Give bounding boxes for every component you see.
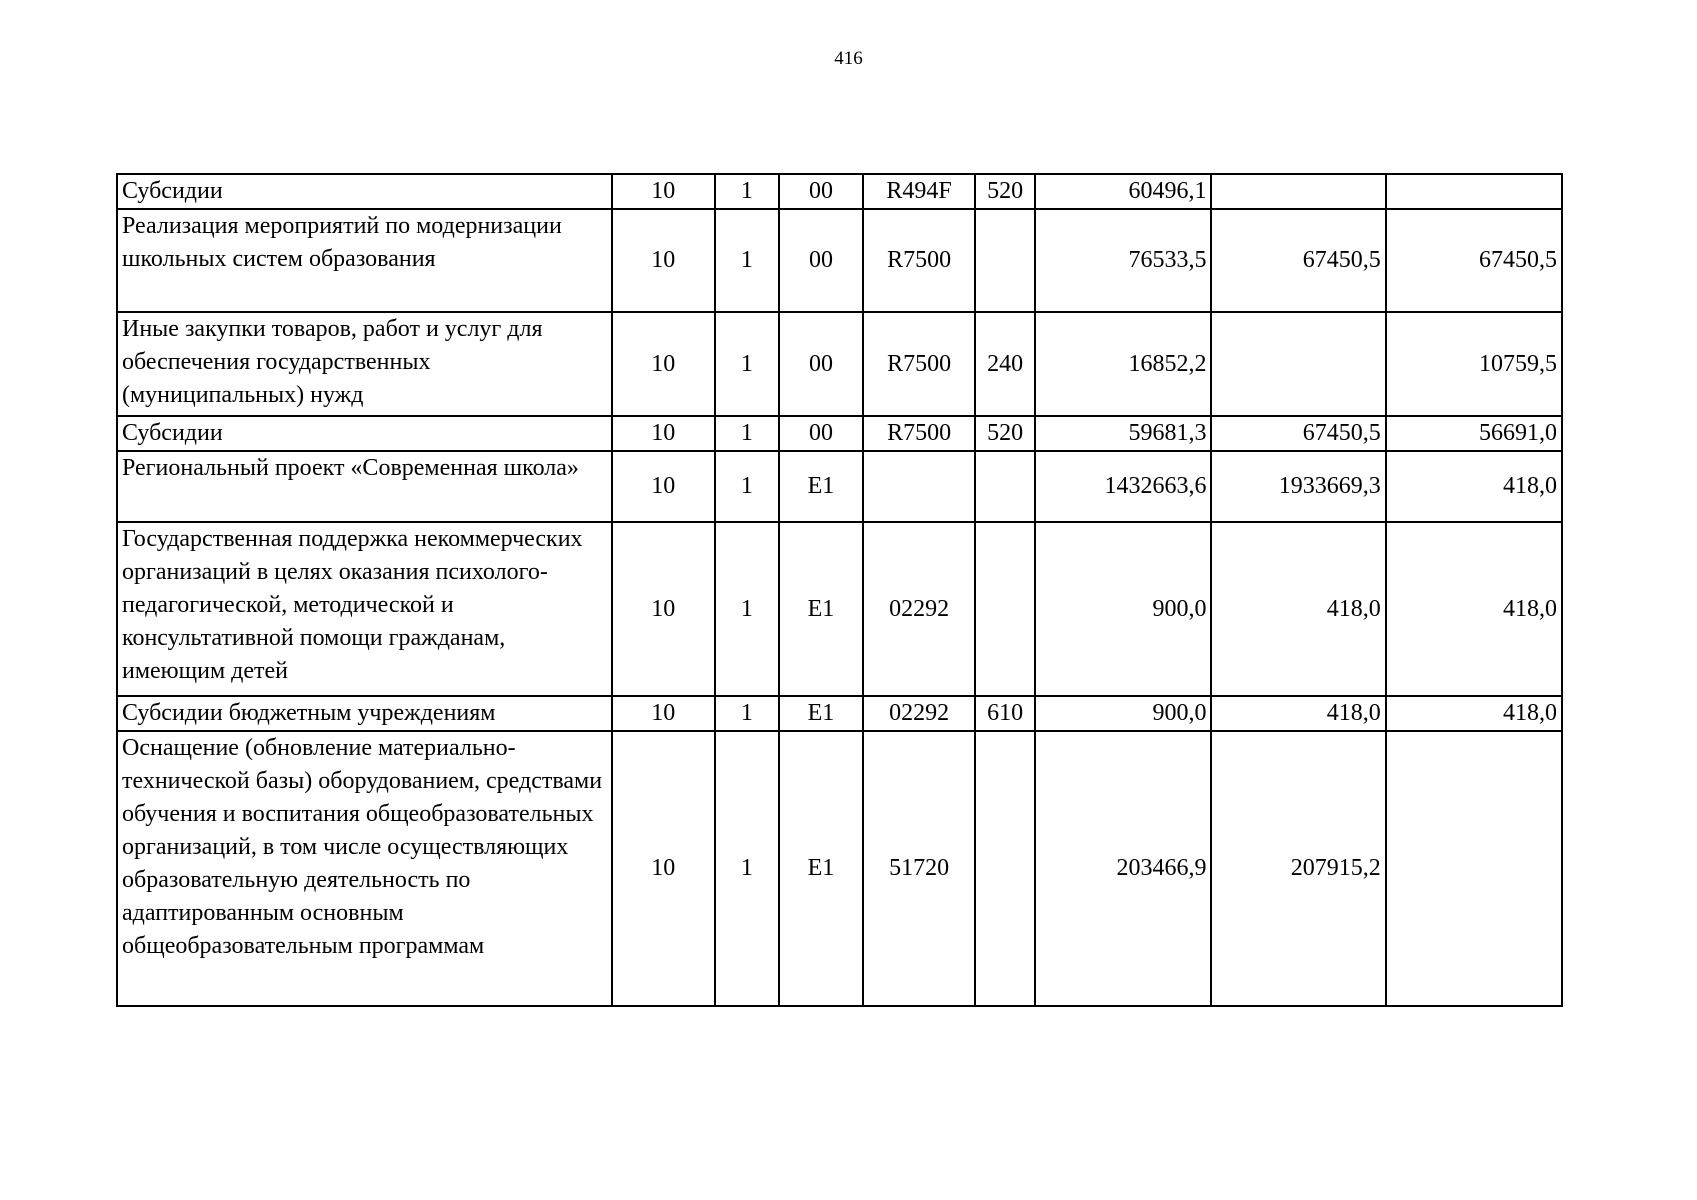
program-code-cell: 00	[779, 312, 863, 416]
amount-cell-2	[1211, 312, 1385, 416]
program-code-cell: E1	[779, 522, 863, 696]
table-row	[117, 416, 1562, 451]
expense-type-code-cell	[975, 731, 1035, 1006]
amount-cell-3: 67450,5	[1386, 209, 1562, 312]
subsection-code-cell: 1	[715, 416, 779, 451]
row-name-cell: Субсидии	[117, 174, 612, 209]
amount-cell-3: 418,0	[1386, 522, 1562, 696]
table-row	[117, 312, 1562, 416]
section-code-cell: 10	[612, 731, 715, 1006]
subsection-code-cell: 1	[715, 696, 779, 731]
expense-type-code-cell: 520	[975, 174, 1035, 209]
amount-cell-2	[1211, 174, 1385, 209]
section-code-cell: 10	[612, 209, 715, 312]
amount-cell-3: 10759,5	[1386, 312, 1562, 416]
expense-type-code-cell: 610	[975, 696, 1035, 731]
table-row	[117, 451, 1562, 522]
section-code-cell: 10	[612, 522, 715, 696]
row-name-cell: Субсидии	[117, 416, 612, 451]
target-item-code-cell: R7500	[863, 209, 975, 312]
amount-cell-1: 60496,1	[1035, 174, 1211, 209]
subsection-code-cell: 1	[715, 522, 779, 696]
subsection-code-cell: 1	[715, 312, 779, 416]
table-row	[117, 209, 1562, 312]
program-code-cell: E1	[779, 731, 863, 1006]
row-name-cell: Оснащение (обновление материально-технической базы) оборудованием, средствами обучения и воспитания общеобразовательных организаций, в том числе осуществляющих образовательную деятельность по адаптированным основным общеобразовательным программам	[117, 731, 612, 1006]
table-row	[117, 174, 1562, 209]
row-name-cell: Реализация мероприятий по модернизации школьных систем образования	[117, 209, 612, 312]
amount-cell-2: 207915,2	[1211, 731, 1385, 1006]
amount-cell-3	[1386, 731, 1562, 1006]
section-code-cell: 10	[612, 696, 715, 731]
section-code-cell: 10	[612, 312, 715, 416]
amount-cell-3	[1386, 174, 1562, 209]
expense-type-code-cell	[975, 209, 1035, 312]
expense-type-code-cell	[975, 451, 1035, 522]
subsection-code-cell: 1	[715, 451, 779, 522]
budget-table	[116, 173, 1563, 1007]
row-name-cell: Региональный проект «Современная школа»	[117, 451, 612, 522]
section-code-cell: 10	[612, 416, 715, 451]
table-row	[117, 696, 1562, 731]
program-code-cell: 00	[779, 174, 863, 209]
amount-cell-2: 418,0	[1211, 696, 1385, 731]
target-item-code-cell: 51720	[863, 731, 975, 1006]
subsection-code-cell: 1	[715, 731, 779, 1006]
expense-type-code-cell: 520	[975, 416, 1035, 451]
program-code-cell: E1	[779, 696, 863, 731]
row-name-cell: Государственная поддержка некоммерческих организаций в целях оказания психолого-педагогической, методической и консультативной помощи гражданам, имеющим детей	[117, 522, 612, 696]
amount-cell-1: 203466,9	[1035, 731, 1211, 1006]
program-code-cell: 00	[779, 209, 863, 312]
page-number: 416	[834, 48, 863, 69]
subsection-code-cell: 1	[715, 174, 779, 209]
amount-cell-2: 418,0	[1211, 522, 1385, 696]
target-item-code-cell	[863, 451, 975, 522]
expense-type-code-cell	[975, 522, 1035, 696]
target-item-code-cell: R7500	[863, 416, 975, 451]
target-item-code-cell: R494F	[863, 174, 975, 209]
section-code-cell: 10	[612, 174, 715, 209]
subsection-code-cell: 1	[715, 209, 779, 312]
amount-cell-1: 900,0	[1035, 696, 1211, 731]
table-row	[117, 522, 1562, 696]
amount-cell-1: 16852,2	[1035, 312, 1211, 416]
program-code-cell: E1	[779, 451, 863, 522]
amount-cell-3: 418,0	[1386, 696, 1562, 731]
amount-cell-1: 1432663,6	[1035, 451, 1211, 522]
amount-cell-1: 59681,3	[1035, 416, 1211, 451]
row-name-cell: Субсидии бюджетным учреждениям	[117, 696, 612, 731]
amount-cell-3: 418,0	[1386, 451, 1562, 522]
target-item-code-cell: 02292	[863, 522, 975, 696]
target-item-code-cell: 02292	[863, 696, 975, 731]
row-name-cell: Иные закупки товаров, работ и услуг для обеспечения государственных (муниципальных) нужд	[117, 312, 612, 416]
amount-cell-2: 67450,5	[1211, 209, 1385, 312]
amount-cell-1: 76533,5	[1035, 209, 1211, 312]
expense-type-code-cell: 240	[975, 312, 1035, 416]
amount-cell-2: 1933669,3	[1211, 451, 1385, 522]
section-code-cell: 10	[612, 451, 715, 522]
amount-cell-3: 56691,0	[1386, 416, 1562, 451]
target-item-code-cell: R7500	[863, 312, 975, 416]
program-code-cell: 00	[779, 416, 863, 451]
table-row	[117, 731, 1562, 1006]
amount-cell-1: 900,0	[1035, 522, 1211, 696]
amount-cell-2: 67450,5	[1211, 416, 1385, 451]
